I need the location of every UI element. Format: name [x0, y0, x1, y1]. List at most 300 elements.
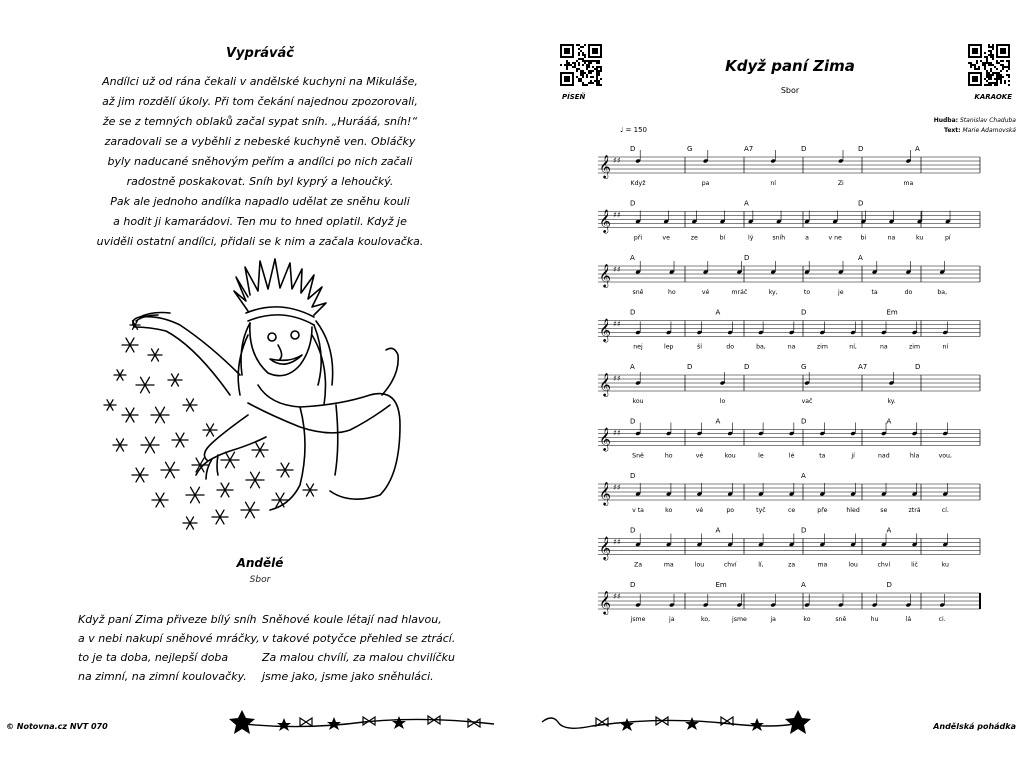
chord-label: D [630, 145, 636, 153]
note [917, 211, 923, 224]
lyric-syllable: ce [788, 507, 796, 514]
lyric-syllable: jí [851, 452, 855, 460]
lyric-syllable: kou [724, 452, 736, 460]
note [912, 534, 918, 547]
chord-label: D [630, 472, 636, 480]
note [758, 322, 764, 335]
note [804, 372, 810, 385]
lyric-syllable: ve [662, 234, 670, 242]
chord-label: D [744, 254, 750, 262]
snowflake-icon [221, 452, 239, 468]
chord-label: D [886, 581, 892, 589]
snowflake-icon [114, 370, 126, 380]
lyric-syllable: ma [903, 180, 914, 187]
chord-label: D [630, 308, 636, 317]
tempo-value: = 150 [625, 126, 647, 134]
snowflake-icon [122, 408, 138, 422]
note [804, 211, 810, 224]
note [942, 483, 948, 496]
lyric-line: Když paní Zima přiveze bílý sníh [78, 613, 257, 626]
key-signature-icon: ♯♯ [613, 210, 621, 220]
chord-label: D [801, 308, 807, 317]
lyric-syllable: pí [945, 234, 951, 242]
narrator-line: zaradovali se a vyběhli z nebeské kuchyně ven. Obláčky [104, 135, 416, 148]
chord-label: D [744, 363, 750, 371]
lyric-syllable: sně [632, 289, 644, 296]
chord-label: A [630, 254, 635, 262]
chord-label: D [630, 417, 636, 426]
song-subtitle-andele: Sbor [249, 575, 271, 585]
note [635, 322, 641, 335]
lyric-syllable: lič [911, 561, 918, 569]
snowflake-icon [151, 407, 169, 423]
chord-label: A [858, 254, 863, 262]
lyric-syllable: ky. [887, 398, 896, 405]
treble-clef-icon: 𝄞 [599, 535, 611, 560]
chord-label: A [915, 145, 920, 153]
lyric-syllable: ní, [849, 343, 857, 351]
lyric-syllable: pa [701, 180, 710, 187]
lyric-syllable: ko [803, 616, 811, 623]
treble-clef-icon: 𝄞 [599, 426, 611, 451]
note [776, 211, 782, 224]
note [850, 483, 856, 496]
note [635, 594, 641, 607]
note [635, 423, 641, 436]
note [758, 483, 764, 496]
lyric-syllable: v ne [828, 234, 842, 242]
note [663, 211, 669, 224]
credits-music-label: Hudba: [933, 117, 959, 124]
note [635, 211, 641, 224]
lyric-syllable: lé [788, 452, 795, 460]
lyric-syllable: ma [817, 561, 828, 569]
lyric-syllable: chví [877, 561, 891, 569]
lyric-line: to je ta doba, nejlepší doba [78, 651, 229, 664]
note [881, 534, 887, 547]
lyric-syllable: do [904, 289, 913, 296]
snowflake-icon [141, 437, 159, 453]
note [697, 534, 703, 547]
lyric-syllable: ja [669, 616, 675, 623]
staff-system [598, 581, 980, 623]
lyric-line: Za malou chvílí, za malou chvilíčku [262, 651, 455, 664]
lyric-syllable: při [633, 234, 643, 242]
lyric-syllable: po [726, 507, 735, 514]
staff-system [598, 527, 980, 569]
lyric-syllable: pře [817, 507, 828, 514]
qr-song-label: PÍSEŇ [562, 93, 586, 101]
note [669, 594, 675, 607]
narrator-line: uviděli ostatní andílci, přidali se k nim a začala koulovačka. [96, 235, 424, 248]
lyric-syllable: Zi [837, 180, 844, 187]
chord-label: D [630, 581, 636, 589]
chord-label: A [801, 472, 806, 480]
staff-system [598, 418, 980, 460]
treble-clef-icon: 𝄞 [599, 481, 611, 505]
lyric-syllable: ba, [937, 289, 948, 296]
lyric-syllable: za [788, 561, 796, 569]
chord-label: Em [886, 308, 898, 317]
lyric-syllable: bí [719, 234, 726, 242]
narrator-text [80, 72, 440, 252]
chord-label: D [801, 145, 807, 153]
key-signature-icon: ♯♯ [613, 483, 621, 492]
narrator-line: Andílci už od rána čekali v andělské kuchyni na Mikuláše, [102, 75, 418, 88]
snowflake-icon [212, 510, 228, 524]
key-signature-icon: ♯♯ [613, 374, 621, 383]
snowflake-icon [132, 468, 148, 482]
treble-clef-icon: 𝄞 [599, 263, 611, 287]
narrator-line: a hodit ji kamarádovi. Ten mu to hned oplatil. Když je [113, 215, 407, 228]
snowflake-icon [186, 487, 204, 503]
note [635, 372, 641, 385]
note [789, 423, 795, 436]
snowflake-icon [168, 374, 182, 386]
lyric-syllable: lo [719, 398, 726, 405]
lyric-syllable: ta [819, 452, 826, 460]
note [703, 261, 709, 274]
narrator-line: že se z temných oblaků začal sypat sníh. „Hurááá, sníh!“ [102, 115, 418, 128]
key-signature-icon: ♯♯ [613, 428, 621, 438]
snowflake-icon [272, 493, 288, 507]
lyric-syllable: na [887, 234, 896, 242]
lyric-syllable: do [726, 343, 735, 351]
qr-code-karaoke[interactable] [968, 44, 1010, 86]
note [666, 534, 672, 547]
key-signature-icon: ♯♯ [613, 537, 621, 547]
footer-book-title: Andělská pohádka [933, 722, 1016, 731]
chord-label: D [630, 199, 636, 208]
note [789, 322, 795, 335]
lyric-line: Sněhové koule létají nad hlavou, [262, 613, 442, 626]
note [832, 211, 838, 224]
note [850, 322, 856, 335]
lyric-syllable: cí. [941, 507, 949, 514]
snowflake-icon [122, 338, 138, 352]
note [669, 261, 675, 274]
note [703, 150, 709, 163]
lyric-syllable: na [787, 343, 796, 351]
note [820, 423, 826, 436]
chord-label: D [801, 417, 807, 426]
staff-system [598, 254, 980, 296]
lyric-syllable: v ta [632, 507, 644, 514]
snowflake-icon [130, 321, 140, 330]
note [666, 322, 672, 335]
note [770, 594, 776, 607]
note [770, 150, 776, 163]
chord-label: D [858, 145, 864, 153]
note [720, 211, 726, 224]
lyric-syllable: lý [747, 234, 754, 242]
note [820, 483, 826, 496]
note [889, 372, 895, 385]
note [770, 261, 776, 274]
note [820, 534, 826, 547]
note [850, 534, 856, 547]
lyrics-column-2 [262, 610, 462, 686]
lyric-syllable: vač [801, 398, 813, 405]
chord-label: A [744, 199, 749, 208]
lyric-syllable: ní [770, 180, 777, 187]
key-signature-icon: ♯♯ [613, 592, 621, 601]
lyric-syllable: ze [690, 234, 698, 242]
key-signature-icon: ♯♯ [613, 265, 621, 274]
qr-code-song[interactable] [560, 44, 602, 86]
note [697, 423, 703, 436]
lyric-syllable: lep [663, 343, 674, 351]
snowflake-icon [183, 399, 197, 411]
chord-label: A7 [744, 145, 754, 153]
note [838, 594, 844, 607]
snowflake-icon [172, 433, 188, 447]
chord-label: D [687, 363, 693, 371]
lyric-syllable: nad [877, 452, 890, 460]
chord-label: A [886, 526, 892, 535]
sheet-music-score [590, 135, 990, 635]
song-title: Když paní Zima [725, 57, 855, 75]
lyric-syllable: tyč [756, 507, 766, 514]
lyric-syllable: je [838, 289, 844, 296]
staff-system [598, 309, 980, 351]
snowflake-icon [113, 439, 127, 451]
note [838, 150, 844, 163]
lyric-syllable: Sně [632, 452, 644, 460]
treble-clef-icon: 𝄞 [599, 208, 611, 233]
lyric-syllable: ma [663, 561, 674, 569]
credits-text: Marie Adamovská [962, 127, 1016, 134]
lyric-syllable: ja [770, 616, 776, 623]
lyric-syllable: ko [665, 507, 673, 514]
narrator-line: až jim rozdělí úkoly. Při tom čekání najednou zpozorovali, [102, 95, 418, 108]
lyric-syllable: lí, [758, 561, 764, 569]
staff-system [598, 145, 980, 187]
chord-label: A7 [858, 363, 868, 371]
lyric-syllable: ho [667, 289, 676, 296]
lyric-syllable: se [880, 507, 888, 514]
lyric-syllable: na [879, 343, 888, 351]
note [881, 423, 887, 436]
chord-label: A [715, 526, 721, 535]
lyric-syllable: lá [905, 616, 912, 623]
snowflake-icon [104, 400, 116, 410]
snowflake-icon [241, 502, 259, 518]
snowflake-icon [183, 517, 197, 529]
lyrics-column-1 [78, 610, 260, 686]
credits-music: Stanislav Chaduba [959, 117, 1016, 124]
chord-label: D [630, 526, 636, 535]
note [666, 423, 672, 436]
lyric-syllable: ší [696, 343, 702, 351]
snowflake-icon [246, 472, 264, 488]
lyric-syllable: ci. [938, 616, 946, 623]
snowflake-icon [203, 424, 217, 436]
tempo-marking: ♩ = 150 [620, 126, 647, 134]
key-signature-icon: ♯♯ [613, 319, 621, 329]
snowflake-icon [217, 483, 233, 497]
lyric-line: a v nebi nakupí sněhové mráčky, [78, 632, 260, 645]
lyric-syllable: vé [695, 507, 704, 514]
chord-label: G [801, 363, 807, 371]
narrator-title: Vypráváč [226, 46, 294, 61]
snowflake-icon [303, 484, 317, 496]
staff-system [598, 472, 980, 514]
lyric-syllable: lou [848, 561, 858, 569]
note [912, 483, 918, 496]
note [703, 594, 709, 607]
note [872, 261, 878, 274]
chord-label: A [801, 581, 806, 589]
lyric-syllable: vou, [938, 452, 952, 460]
note [697, 322, 703, 335]
chord-label: Em [715, 581, 727, 589]
note [635, 150, 641, 163]
lyric-syllable: vé [695, 452, 704, 460]
chord-label: D [915, 363, 921, 371]
note [942, 322, 948, 335]
lyric-syllable: ku [916, 234, 924, 242]
treble-clef-icon: 𝄞 [599, 154, 611, 178]
note [881, 483, 887, 496]
staff-system [598, 200, 980, 242]
lyric-syllable: ba, [756, 343, 766, 351]
page-number-right: 9 [794, 718, 802, 731]
note [737, 261, 743, 274]
note [838, 261, 844, 274]
note [691, 211, 697, 224]
note [635, 261, 641, 274]
lyric-syllable: ta [871, 289, 878, 296]
lyric-syllable: bi [860, 234, 867, 242]
note [906, 261, 912, 274]
page-number-left: 8 [238, 718, 246, 731]
note [906, 594, 912, 607]
note [727, 534, 733, 547]
note [635, 483, 641, 496]
note [820, 322, 826, 335]
footer-decoration-left [224, 706, 504, 742]
note [758, 534, 764, 547]
treble-clef-icon: 𝄞 [599, 590, 611, 614]
snowflake-icon [161, 462, 179, 478]
lyric-line: na zimní, na zimní koulovačky. [78, 670, 247, 683]
lyric-syllable: kou [632, 398, 644, 405]
chord-label: A [630, 363, 635, 371]
lyric-syllable: nej [633, 343, 643, 351]
lyric-syllable: mráč [731, 289, 748, 296]
lyric-syllable: to [803, 289, 811, 296]
lyric-syllable: vé [701, 289, 710, 296]
note [860, 211, 866, 224]
song-subtitle: Sbor [780, 86, 800, 95]
note [727, 423, 733, 436]
treble-clef-icon: 𝄞 [599, 317, 611, 342]
note [939, 594, 945, 607]
lyric-syllable: lou [694, 561, 705, 569]
chord-label: A [715, 308, 721, 317]
note [881, 322, 887, 335]
lyric-syllable: ku [941, 561, 949, 569]
note [804, 261, 810, 274]
chord-label: D [801, 526, 807, 535]
lyric-syllable: hled [846, 507, 860, 514]
narrator-line: byly naducané sněhovým peřím a andílci po nich začali [107, 155, 413, 168]
note [850, 423, 856, 436]
note [945, 211, 951, 224]
note [697, 483, 703, 496]
note [906, 150, 912, 163]
lyric-syllable: ní [942, 343, 949, 351]
note [758, 423, 764, 436]
footer-decoration-right [532, 706, 812, 742]
lyric-syllable: ko, [701, 616, 711, 623]
note [872, 594, 878, 607]
lyric-syllable: ztrá [908, 507, 921, 514]
key-signature-icon: ♯♯ [613, 156, 621, 165]
note [748, 211, 754, 224]
footer-copyright: © Notovna.cz NVT 070 [6, 722, 108, 731]
lyric-syllable: hu [870, 616, 879, 623]
treble-clef-icon: 𝄞 [599, 372, 611, 396]
lyric-syllable: chví [723, 561, 737, 569]
lyric-syllable: Za [633, 561, 643, 569]
lyric-syllable: Když [630, 180, 646, 187]
lyric-syllable: ho [664, 452, 673, 460]
song-credits [846, 116, 1016, 136]
angel-illustration [100, 255, 430, 545]
snowflake-icon [277, 463, 293, 477]
chord-label: G [687, 145, 693, 153]
note [942, 423, 948, 436]
note [804, 594, 810, 607]
song-title-andele: Andělé [236, 556, 284, 570]
snowflake-icon [136, 377, 154, 393]
note [720, 372, 726, 385]
note [737, 594, 743, 607]
note [912, 322, 918, 335]
lyric-line: v takové potyčce přehled se ztrácí. [262, 632, 456, 645]
lyric-syllable: zim [909, 343, 921, 351]
chord-label: D [858, 199, 864, 208]
snowflake-icon [152, 493, 168, 507]
note [942, 534, 948, 547]
lyric-syllable: jsme [630, 616, 646, 623]
lyric-syllable: a [805, 234, 809, 242]
note [912, 423, 918, 436]
lyric-syllable: sně [835, 616, 847, 623]
lyric-syllable: le [758, 452, 764, 460]
lyric-line: jsme jako, jsme jako sněhuláci. [262, 670, 434, 683]
snowflake-icon [252, 443, 268, 457]
staff-system [598, 363, 980, 405]
note [789, 534, 795, 547]
note [635, 534, 641, 547]
lyric-syllable: zim [816, 343, 828, 351]
note [789, 483, 795, 496]
note [889, 211, 895, 224]
qr-karaoke-label: KARAOKE [974, 93, 1012, 101]
lyric-syllable: sníh [772, 234, 786, 242]
lyric-syllable: ky, [768, 289, 778, 296]
note [939, 261, 945, 274]
note [727, 322, 733, 335]
chord-label: A [715, 417, 721, 426]
lyric-syllable: hla [909, 452, 920, 460]
lyric-syllable: jsme [732, 616, 747, 623]
narrator-line: radostně poskakovat. Sníh byl kyprý a lehoučký. [126, 175, 394, 188]
note [727, 483, 733, 496]
